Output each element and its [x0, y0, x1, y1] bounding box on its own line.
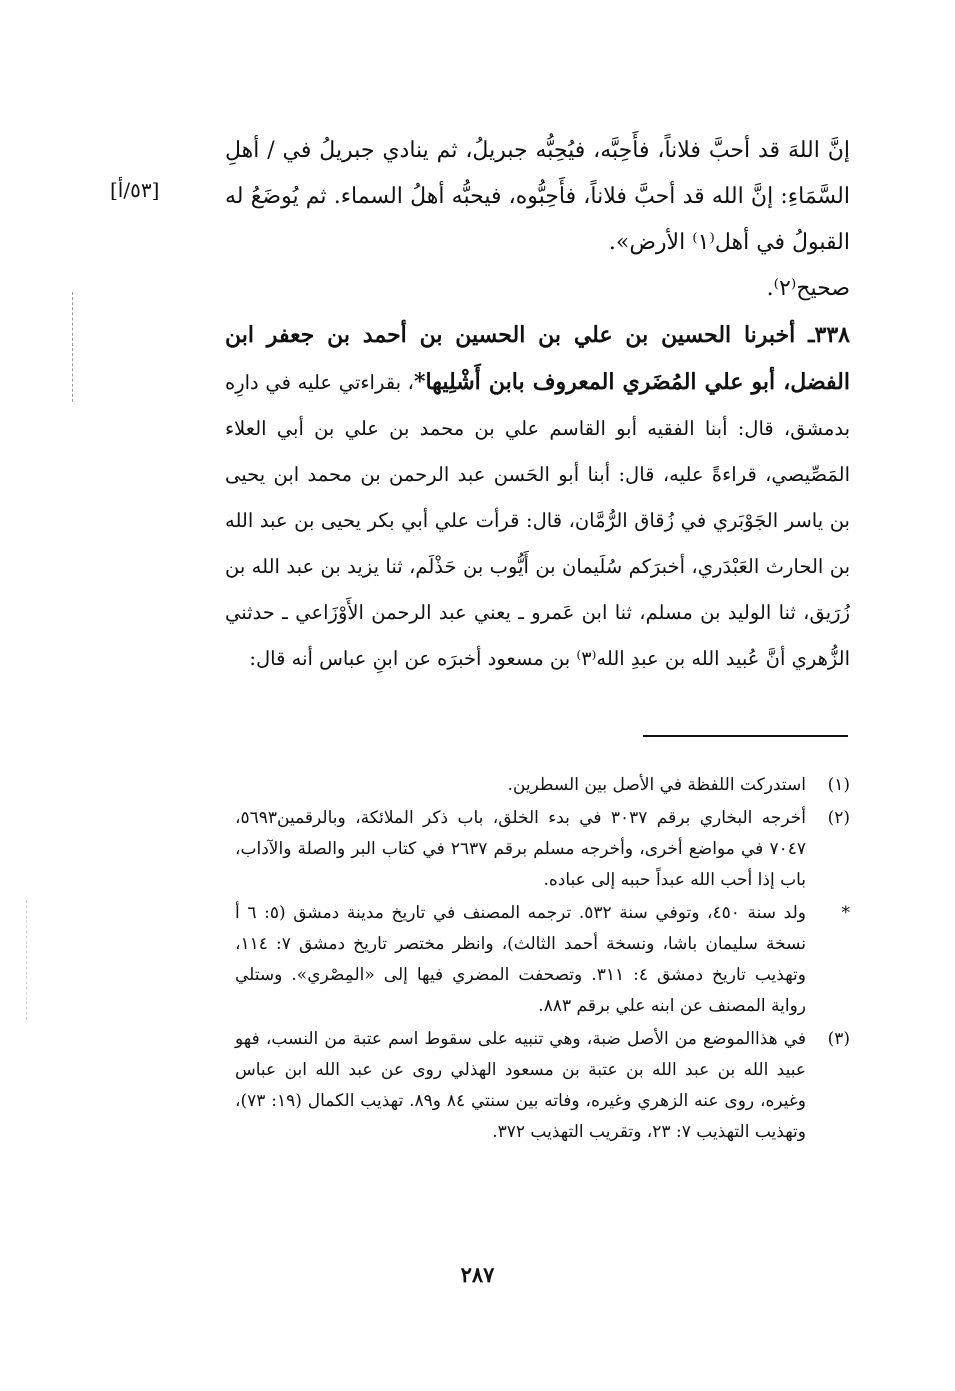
main-text [225, 128, 850, 682]
paragraph-hadith-end: إنَّ اللهَ قد أحبَّ فلاناً، فأَحِبَّه، فيُحِبُّه جبريلُ، ثم ينادي جبريلُ في / أهلِ السَّمَاءِ: إنَّ الله قد أحبَّ فلاناً، فأَحِبُّوه، فيحبُّه أهلُ السماء. ثم يُوضَعُ له القبولُ في أهل⁽١⁾ الأرض». [225, 138, 850, 255]
hadith-338 [225, 312, 850, 682]
footnote-separator [643, 735, 848, 737]
footnote-mark: (١) [827, 775, 850, 795]
page-number: ٢٨٧ [460, 1262, 495, 1287]
footnote [235, 803, 850, 896]
footnote-mark: (٣) [827, 1029, 850, 1049]
footnote [235, 770, 850, 801]
footnote-mark: (٢) [827, 808, 850, 828]
footnote-text: ولد سنة ٤٥٠، وتوفي سنة ٥٣٢. ترجمه المصنف في تاريخ مدينة دمشق (٥: ٦ أ نسخة سليمان باشا، ونسخة أحمد الثالث)، وانظر مختصر تاريخ دمشق ٧: ١١٤، وتهذيب تاريخ دمشق ٤: ٣١١. وتصحفت المضري فيها إلى «المِصْري». وستلي رواية المصنف عن ابنه علي برقم ٨٨٣. [235, 903, 806, 1016]
margin-mark [72, 292, 74, 402]
grading-line: صحيح⁽٢⁾. [766, 276, 850, 301]
footnote [235, 898, 850, 1022]
footnote-text: استدركت اللفظة في الأصل بين السطرين. [507, 775, 806, 795]
hadith-isnad: ، بقراءتي عليه في دارِه بدمشق، قال: أبنا الفقيه أبو القاسم علي بن محمد بن علي بن أبي العلاء المَصِّيصي، قراءةً عليه، قال: أبنا أبو الحَسن عبد الرحمن بن محمد ابن يحيى بن ياسر الجَوْبَري في زُقاق الرُّمَّان، قال: قرأت علي أبي بكر يحيى بن عبد الله بن الحارث العَبْدَري، أخبرَكم سُلَيمان بن أَيُّوب بن حَذْلَم، ثنا يزيد بن عبد الله بن زُرَيق، ثنا الوليد بن مسلم، ثنا ابن عَمرو ـ يعني عبد الرحمن الأَوْزَاعي ـ حدثني الزُّهري أنَّ عُبيد الله بن عبدِ الله⁽٣⁾ بن مسعود أخبرَه عن ابنِ عباس أنه قال: [225, 371, 850, 670]
footnote-text: أخرجه البخاري برقم ٣٠٣٧ في بدء الخلق، باب ذكر الملائكة، وبالرقمين٥٦٩٣، ٧٠٤٧ في مواضع أخرى، وأخرجه مسلم برقم ٢٦٣٧ في كتاب البر والصلة والآداب، باب إذا أحب الله عبداً حببه إلى عباده. [235, 808, 806, 890]
footnote-mark: * [841, 903, 850, 923]
footnote-text: في هذاالموضع من الأصل ضبة، وهي تنبيه على سقوط اسم عتبة من النسب، فهو عبيد الله بن عبد الله بن عتبة بن مسعود الهذلي روى عن عبد الله ابن عباس وغيره، روى عنه الزهري وغيره، وفاته بين سنتي ٨٤ و٨٩. تهذيب الكمال (١٩: ٧٣)، وتهذيب التهذيب ٧: ٢٣، وتقريب التهذيب ٣٧٢. [235, 1029, 806, 1142]
footnotes [235, 770, 850, 1150]
folio-marker: [٥٣/أ] [110, 178, 160, 202]
footnote [235, 1024, 850, 1148]
hadith-head: ٣٣٨ـ أخبرنا الحسين بن علي بن الحسين بن أحمد بن جعفر ابن الفضل، أبو علي المُضَري المعروف بابن أَشْلِيها* [225, 322, 850, 395]
margin-mark-lower [26, 900, 28, 1020]
